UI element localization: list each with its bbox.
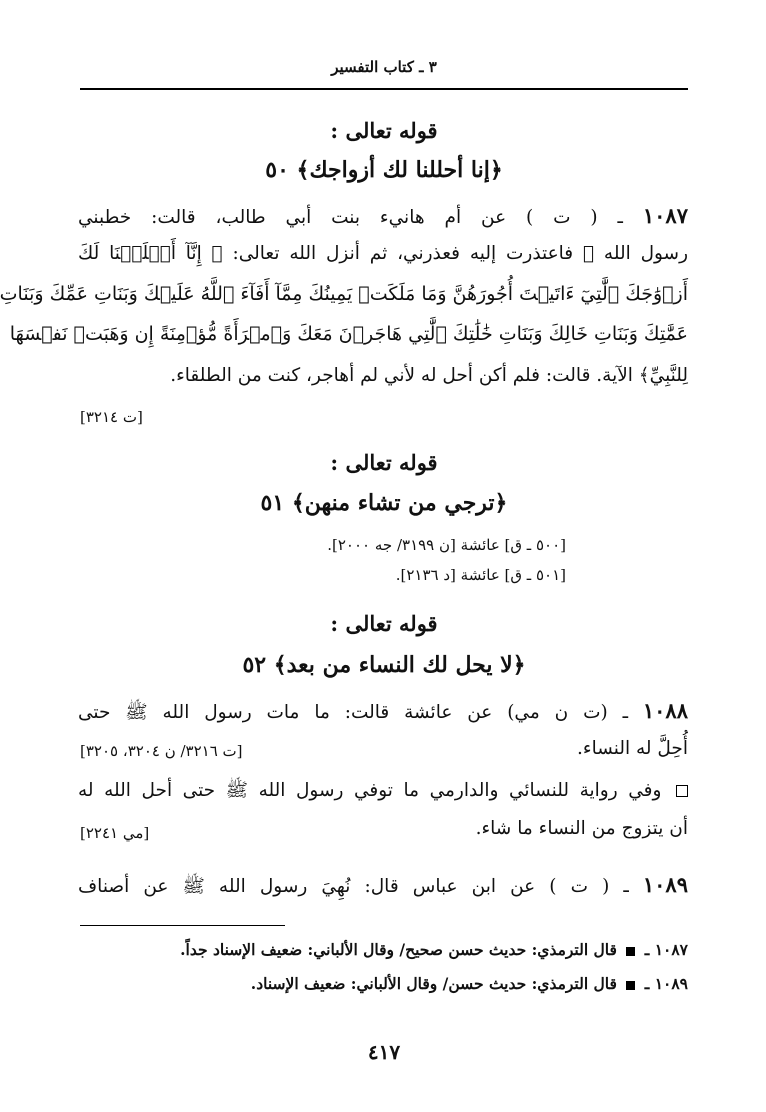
hadith-1087-reference: [ت ٣٢١٤] [80, 408, 143, 426]
hadith-1087-line-1 [78, 203, 688, 228]
verse-title-52: ﴿لا يحل لك النساء من بعد﴾ ٥٢ [242, 652, 526, 678]
cross-reference-501: [٥٠١ ـ ق] عائشة [د ٢١٣٦]. [395, 566, 566, 584]
footnote-text: قال الترمذي: حديث حسن/ وقال الألباني: ضعيف الإسناد. [250, 974, 617, 993]
cross-reference-500: [٥٠٠ ـ ق] عائشة [ن ٣١٩٩/ جه ٢٠٠٠]. [327, 536, 566, 554]
square-bullet-icon [626, 981, 635, 990]
variant-reference: [مي ٢٢٤١] [80, 824, 150, 842]
hadith-number-1089: ١٠٨٩ [642, 872, 688, 897]
footnote-1089: ١٠٨٩ ـ قال الترمذي: حديث حسن/ وقال الألباني: ضعيف الإسناد. [250, 974, 688, 993]
hadith-number-1087: ١٠٨٧ [642, 203, 688, 228]
page-number: ٤١٧ [367, 1040, 401, 1064]
square-bullet-icon [626, 947, 635, 956]
footnote-number: ١٠٨٩ [654, 974, 688, 993]
verse-title-50: ﴿إنا أحللنا لك أزواجك﴾ ٥٠ [265, 157, 503, 183]
section-heading-52: قوله تعالى : [330, 611, 438, 636]
header-rule [80, 88, 688, 90]
hadith-1087-line-5: لِلنَّبِيِّ﴾ الآية. قالت: فلم أكن أحل له لأني لم أهاجر، كنت من الطلقاء. [170, 365, 688, 386]
section-heading-51: قوله تعالى : [330, 450, 438, 475]
hadith-1088-line-1 [78, 698, 688, 728]
verse-title-51: ﴿ترجي من تشاء منهن﴾ ٥١ [260, 490, 508, 516]
quran-text-line-3: أَزۡوَٰجَكَ ٱلَّٰتِيٓ ءَاتَيۡتَ أُجُورَهُنَّ وَمَا مَلَكَتۡ يَمِينُكَ مِمَّآ أَفَآءَ ٱللَّهُ عَلَيۡكَ وَبَنَاتِ عَمِّكَ وَبَنَاتِ [0, 283, 688, 305]
hadith-1088-reference: [ت ٣٢١٦/ ن ٣٢٠٤، ٣٢٠٥] [80, 742, 243, 760]
hadith-1088-line-2: أُحِلَّ له النساء. [577, 738, 688, 759]
footnote-text: قال الترمذي: حديث حسن صحيح/ وقال الألباني: ضعيف الإسناد جداً. [180, 940, 617, 959]
running-head: ٣ ـ كتاب التفسير [331, 58, 437, 76]
quran-text-line-4: عَمَّٰتِكَ وَبَنَاتِ خَالِكَ وَبَنَاتِ خَٰلَٰتِكَ ٱلَّٰتِي هَاجَرۡنَ مَعَكَ وَٱمۡرَأَةً مُّؤۡمِنَةً إِن وَهَبَتۡ نَفۡسَهَا [9, 323, 688, 345]
hadith-1088-intro: ـ (ت ن مي) عن عائشة قالت: ما مات رسول الله ﷺ حتى [78, 702, 628, 723]
hadith-1089-intro: ـ ( ت ) عن ابن عباس قال: نُهِيَ رسول الله ﷺ عن أصناف [78, 876, 629, 897]
hadith-1087-line-2: رسول الله ﷺ فاعتذرت إليه فعذرني، ثم أنزل الله تعالى: ﴿ إِنَّآ أَحۡلَلۡنَا لَكَ [78, 243, 688, 264]
hadith-number-1088: ١٠٨٨ [642, 698, 688, 723]
variant-line-1 [78, 780, 688, 806]
footnote-1087: ١٠٨٧ ـ قال الترمذي: حديث حسن صحيح/ وقال الألباني: ضعيف الإسناد جداً. [180, 940, 688, 959]
variant-line-2: أن يتزوج من النساء ما شاء. [475, 818, 688, 839]
hadith-1087-intro: ـ ( ت ) عن أم هانيء بنت أبي طالب، قالت: خطبني [78, 207, 623, 228]
section-heading-50: قوله تعالى : [330, 118, 438, 143]
hadith-1089-line-1 [78, 872, 688, 902]
variant-marker-icon [676, 785, 688, 797]
variant-text: وفي رواية للنسائي والدارمي ما توفي رسول الله ﷺ حتى أحل الله له [78, 780, 662, 801]
footnote-number: ١٠٨٧ [654, 940, 688, 959]
footnote-rule [80, 925, 285, 926]
